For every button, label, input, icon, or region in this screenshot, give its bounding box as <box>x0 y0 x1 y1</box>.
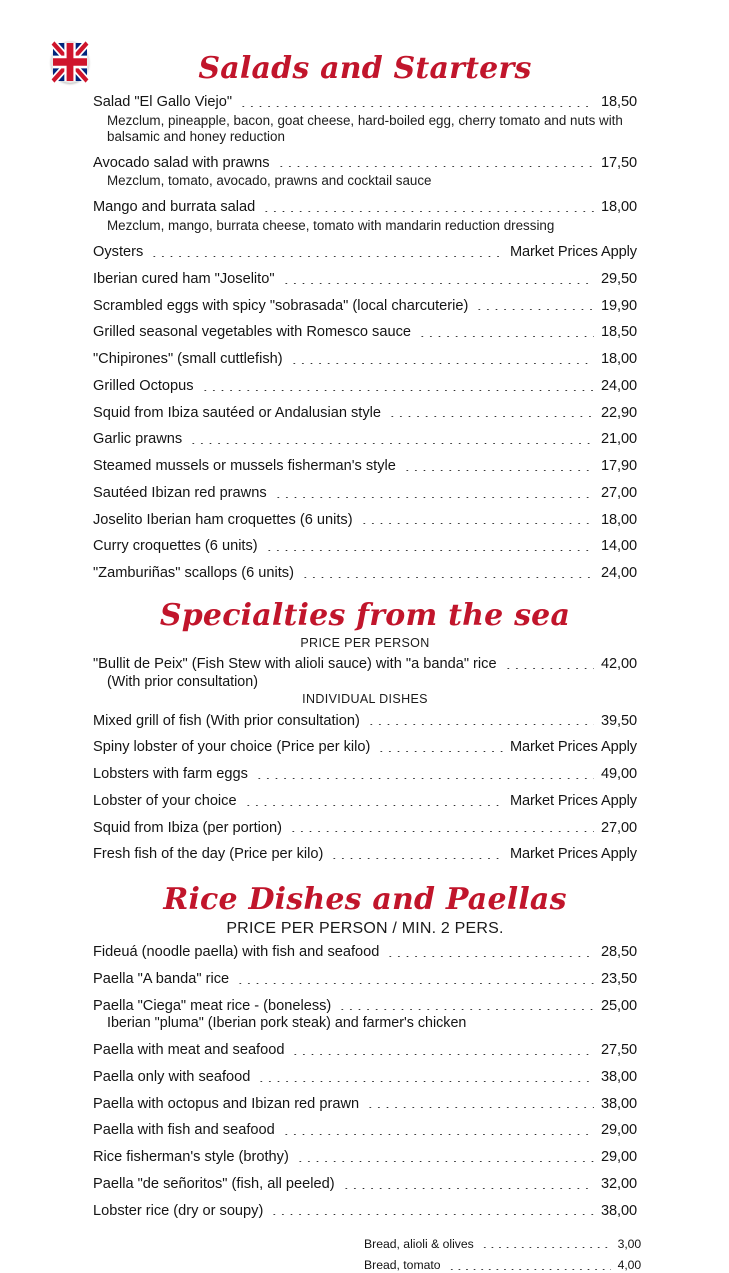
menu-row[interactable] <box>93 432 637 448</box>
item-name: "Chipirones" (small cuttlefish) <box>93 351 283 368</box>
menu-row[interactable] <box>93 1097 637 1113</box>
dot-leader <box>403 470 594 471</box>
uk-flag-icon[interactable] <box>51 41 89 83</box>
dot-leader <box>338 1009 594 1010</box>
menu-row[interactable] <box>93 459 637 475</box>
item-name: Fresh fish of the day (Price per kilo) <box>93 846 324 863</box>
menu-row[interactable] <box>93 272 637 288</box>
item-name: Lobsters with farm eggs <box>93 766 248 783</box>
item-name: Scrambled eggs with spicy "sobrasada" (local charcuterie) <box>93 297 469 314</box>
dot-leader <box>377 751 503 752</box>
dot-leader <box>282 283 594 284</box>
dot-leader <box>289 831 594 832</box>
menu-row[interactable] <box>93 945 637 961</box>
item-price: 17,50 <box>600 154 637 171</box>
menu-row[interactable] <box>93 1123 637 1139</box>
menu-row[interactable] <box>93 486 637 502</box>
item-price: 18,50 <box>600 324 637 341</box>
item-name: Paella "de señoritos" (fish, all peeled) <box>93 1175 335 1192</box>
item-name: Paella only with seafood <box>93 1068 251 1085</box>
item-name: Joselito Iberian ham croquettes (6 units) <box>93 511 353 528</box>
item-price: 19,90 <box>600 297 637 314</box>
dot-leader <box>236 983 594 984</box>
item-price: 42,00 <box>600 656 637 673</box>
item-price: 27,00 <box>600 484 637 501</box>
menu-row[interactable] <box>93 156 637 172</box>
item-price: 3,00 <box>617 1237 641 1252</box>
dot-leader <box>388 416 594 417</box>
menu-row[interactable] <box>93 299 637 315</box>
section-subtitle-individual-dishes: INDIVIDUAL DISHES <box>302 691 428 706</box>
item-name: Iberian cured ham "Joselito" <box>93 270 275 287</box>
item-name: Spiny lobster of your choice (Price per kilo) <box>93 739 371 756</box>
menu-row[interactable] <box>93 1150 637 1166</box>
dot-leader <box>201 390 594 391</box>
item-name: Fideuá (noodle paella) with fish and seafood <box>93 944 380 961</box>
dot-leader <box>291 1054 594 1055</box>
item-name: Avocado salad with prawns <box>93 154 270 171</box>
menu-row[interactable] <box>93 847 637 863</box>
item-name: Lobster of your choice <box>93 792 237 809</box>
item-price: 39,50 <box>600 712 637 729</box>
section-heading-sea: Specialties from the sea <box>159 597 571 633</box>
menu-row[interactable] <box>93 379 637 395</box>
item-price: Market Prices Apply <box>509 244 637 261</box>
menu-row[interactable] <box>93 513 637 529</box>
dot-leader <box>360 523 594 524</box>
extras-list <box>364 1238 641 1272</box>
dot-leader <box>504 668 594 669</box>
item-name: Paella with fish and seafood <box>93 1122 275 1139</box>
menu-row[interactable] <box>93 794 637 810</box>
menu-row[interactable] <box>93 200 637 216</box>
item-price: 18,00 <box>600 351 637 368</box>
dot-leader <box>301 577 594 578</box>
item-description: Iberian "pluma" (Iberian pork steak) and farmer's chicken <box>107 1015 467 1032</box>
item-name: "Zamburiñas" scallops (6 units) <box>93 565 294 582</box>
dot-leader <box>418 336 594 337</box>
section-items-sea-featured <box>93 657 637 690</box>
item-name: Salad "El Gallo Viejo" <box>93 94 233 110</box>
item-price: 24,00 <box>600 377 637 394</box>
item-name: Paella with meat and seafood <box>93 1042 285 1058</box>
item-name: Mixed grill of fish (With prior consultation) <box>93 712 360 729</box>
section-subtitle-price-per-person-min: PRICE PER PERSON / MIN. 2 PERS. <box>226 920 504 938</box>
menu-row[interactable] <box>93 714 637 730</box>
dot-leader <box>255 778 594 779</box>
menu-row[interactable] <box>93 539 637 555</box>
item-price: 24,00 <box>600 565 637 582</box>
section-items-rice <box>93 945 637 1219</box>
item-name: Mango and burrata salad <box>93 199 256 216</box>
menu-row[interactable] <box>93 406 637 422</box>
item-price: 25,00 <box>600 997 637 1014</box>
item-name: Paella with octopus and Ibizan red prawn <box>93 1095 360 1112</box>
item-price: 29,50 <box>600 270 637 287</box>
menu-row[interactable] <box>93 972 637 988</box>
dot-leader <box>386 956 594 957</box>
menu-row[interactable] <box>93 657 637 673</box>
item-price: 38,00 <box>600 1068 637 1085</box>
item-name: "Bullit de Peix" (Fish Stew with alioli sauce) with "a banda" rice <box>93 656 497 673</box>
dot-leader <box>262 211 594 212</box>
menu-row[interactable] <box>93 95 637 111</box>
item-price: 17,90 <box>600 458 637 475</box>
section-heading-salads: Salads and Starters <box>198 51 532 86</box>
item-name: Rice fisherman's style (brothy) <box>93 1149 289 1165</box>
menu-row[interactable] <box>93 1177 637 1193</box>
item-price: 18,00 <box>600 511 637 528</box>
item-name: Squid from Ibiza sautéed or Andalusian style <box>93 404 381 421</box>
item-name: Bread, tomato <box>364 1258 441 1273</box>
dot-leader <box>296 1161 594 1162</box>
item-price: 23,50 <box>600 970 637 987</box>
menu-row[interactable] <box>93 767 637 783</box>
dot-leader <box>448 1269 611 1270</box>
menu-row[interactable] <box>93 245 637 261</box>
item-price: 32,00 <box>600 1175 637 1192</box>
dot-leader <box>342 1188 594 1189</box>
dot-leader <box>282 1134 594 1135</box>
item-price: 21,00 <box>600 431 637 448</box>
item-price: 38,00 <box>600 1095 637 1112</box>
item-price: 27,00 <box>600 819 637 836</box>
menu-row[interactable] <box>364 1259 641 1272</box>
item-name: Bread, alioli & olives <box>364 1237 474 1252</box>
menu-row[interactable] <box>93 999 637 1015</box>
section-subtitle-price-per-person: PRICE PER PERSON <box>300 635 430 650</box>
dot-leader <box>244 805 503 806</box>
menu-row[interactable] <box>93 1204 637 1220</box>
item-name: Garlic prawns <box>93 431 183 448</box>
item-name: Grilled Octopus <box>93 377 194 394</box>
dot-leader <box>366 1107 594 1108</box>
dot-leader <box>277 166 594 167</box>
item-price: Market Prices Apply <box>509 792 637 809</box>
item-name: Steamed mussels or mussels fisherman's style <box>93 458 396 475</box>
menu-row[interactable] <box>364 1238 641 1251</box>
item-price: 18,00 <box>600 199 637 216</box>
dot-leader <box>481 1247 611 1248</box>
dot-leader <box>189 443 594 444</box>
item-price: Market Prices Apply <box>509 739 637 756</box>
menu-row[interactable] <box>93 821 637 837</box>
item-price: 29,00 <box>600 1122 637 1139</box>
section-items-salads <box>93 95 637 582</box>
item-price: 14,00 <box>600 538 637 555</box>
menu-row[interactable] <box>93 352 637 368</box>
dot-leader <box>150 256 503 257</box>
item-name: Lobster rice (dry or soupy) <box>93 1202 264 1219</box>
item-name: Curry croquettes (6 units) <box>93 538 258 555</box>
menu-row[interactable] <box>93 1070 637 1086</box>
dot-leader <box>367 724 594 725</box>
dot-leader <box>265 550 594 551</box>
item-name: Sautéed Ibizan red prawns <box>93 484 267 501</box>
dot-leader <box>290 363 594 364</box>
item-price: 38,00 <box>600 1202 637 1219</box>
item-price: 28,50 <box>600 944 637 961</box>
item-price: Market Prices Apply <box>509 846 637 863</box>
item-price: 27,50 <box>600 1042 637 1058</box>
item-name: Paella "A banda" rice <box>93 970 230 987</box>
menu-content <box>93 0 641 1273</box>
menu-row[interactable] <box>93 740 637 756</box>
dot-leader <box>270 1214 594 1215</box>
dot-leader <box>330 858 503 859</box>
section-items-sea <box>93 714 637 864</box>
item-description: Mezclum, tomato, avocado, prawns and cocktail sauce <box>107 173 432 189</box>
section-heading-rice: Rice Dishes and Paellas <box>163 882 567 918</box>
dot-leader <box>274 497 594 498</box>
dot-leader <box>475 309 594 310</box>
item-name: Grilled seasonal vegetables with Romesco sauce <box>93 324 411 341</box>
menu-row[interactable] <box>93 566 637 582</box>
menu-row[interactable] <box>93 1043 637 1059</box>
item-price: 4,00 <box>617 1258 641 1273</box>
dot-leader <box>239 106 594 107</box>
item-name: Oysters <box>93 244 144 261</box>
menu-row[interactable] <box>93 325 637 341</box>
item-description: Mezclum, mango, burrata cheese, tomato with mandarin reduction dressing <box>107 218 555 234</box>
item-price: 22,90 <box>600 404 637 421</box>
item-name: Squid from Ibiza (per portion) <box>93 819 282 836</box>
item-description: Mezclum, pineapple, bacon, goat cheese, hard-boiled egg, cherry tomato and nuts with balsamic and honey reduction <box>107 112 623 144</box>
item-price: 29,00 <box>600 1149 637 1165</box>
dot-leader <box>257 1081 594 1082</box>
item-price: 18,50 <box>600 94 637 110</box>
item-price: 49,00 <box>600 766 637 783</box>
item-name: Paella "Ciega" meat rice - (boneless) <box>93 997 332 1014</box>
item-subnote: (With prior consultation) <box>107 674 258 691</box>
